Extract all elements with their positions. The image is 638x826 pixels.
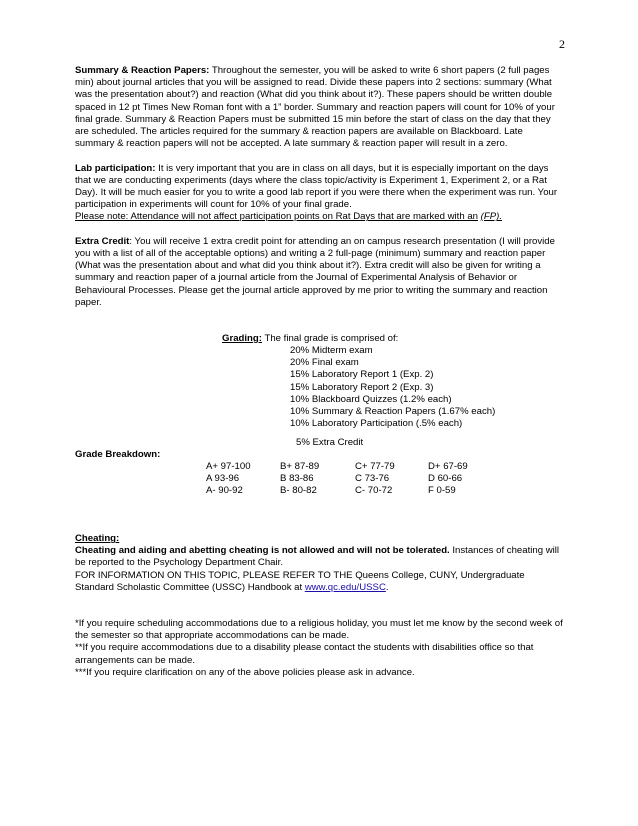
notes-section [75,618,563,679]
grading-item: 15% Laboratory Report 1 (Exp. 2) [290,369,434,381]
lab-note: Please note: Attendance will not affect participation points on Rat Days that are marked with an [75,211,478,223]
grade-cell: A- 90-92 [206,485,243,497]
cheating-text: Instances of cheating will be reported to the Psychology Department Chair. [75,545,560,569]
grading-item: 20% Final exam [290,357,359,369]
grade-cell: B+ 87-89 [280,461,320,473]
note-religious: *If you require scheduling accommodations due to a religious holiday, you must let me know by the second week of the semester so that appropriate accommodations can be made. [75,618,563,642]
summary-heading: Summary & Reaction Papers: [75,65,210,76]
extra-credit-paragraph [75,236,563,309]
grading-section [75,333,563,533]
summary-text: Throughout the semester, you will be asked to write 6 short papers (2 full pages min) about journal articles that you will be assigned to read. Divide these papers into 2 sections: summary (What was the presentation about?) and reaction (What did you think about it?). These papers should be written double spaced in 12 pt Times New Roman font with a 1” border. Summary and reaction papers will count for 10% of your final grade. Summary & Reaction Papers must be submitted 15 min before the start of class on the day that they are scheduled. The articles required for the summary & reaction papers are available on Blackboard. Late summary & reaction papers will not be accepted. A late summary & reaction paper will result in a zero. [75,65,555,150]
note-clarification: ***If you require clarification on any of the above policies please ask in advance. [75,666,415,678]
grade-cell: A+ 97-100 [206,461,251,473]
grading-header [222,333,398,345]
grading-list [290,345,495,430]
grading-item: 15% Laboratory Report 2 (Exp. 3) [290,381,434,393]
extra-credit-text: : You will receive 1 extra credit point for attending an on campus research presentation (I will provide you with a list of all of the acceptable options) and writing a 2 full-page (minimum) summary and reaction paper (What was the presentation about and what did you think about it?). Extra credit will also be given for writing a summary and reaction paper of a journal article from the Journal of Experimental Analysis of Behavior or Behavioural Processes. Please get the journal article approved by me prior to writing the summary and reaction paper. [75,235,555,308]
note-disability: **If you require accommodations due to a disability please contact the students with disabilities office so that arrangements can be made. [75,642,534,666]
grade-breakdown-row [206,485,506,497]
grade-cell: C- 70-72 [355,485,393,497]
cheating-paragraph [75,533,563,594]
grade-cell: D+ 67-69 [428,461,468,473]
lab-note-fp: (FP). [480,211,502,223]
summary-paragraph [75,65,563,150]
grading-intro: The final grade is comprised of: [261,333,399,345]
grade-breakdown-heading: Grade Breakdown: [75,449,161,461]
ussc-link[interactable]: www.qc.edu/USSC [304,581,386,593]
cheating-heading: Cheating: [75,533,120,545]
cheating-bold: Cheating and aiding and abetting cheating is not allowed and will not be tolerated. [75,545,450,557]
grading-item: 10% Laboratory Participation (.5% each) [290,418,463,430]
grading-item: 10% Summary & Reaction Papers (1.67% each) [290,405,496,417]
grade-cell: C+ 77-79 [355,461,395,473]
grade-cell: A 93-96 [206,473,240,485]
grading-item: 20% Midterm exam [290,345,373,357]
grading-extra-credit: 5% Extra Credit [296,437,364,449]
lab-heading: Lab participation: [75,162,156,174]
grading-heading: Grading: [222,333,262,345]
document-body [75,65,563,679]
grade-cell: B- 80-82 [280,485,317,497]
grade-cell: F 0-59 [428,485,456,497]
grading-item: 10% Blackboard Quizzes (1.2% each) [290,393,452,405]
extra-credit-heading: Extra Credit [75,235,130,247]
grade-breakdown-row [206,473,506,485]
grade-cell: B 83-86 [280,473,314,485]
grade-breakdown-row [206,461,506,473]
page-number: 2 [559,37,565,51]
grade-cell: D 60-66 [428,473,463,485]
lab-text: It is very important that you are in class on all days, but it is especially important on the days that we are conducting experiments (days where the class topic/activity is Experiment 1, Experiment 2, or a Rat Day). It will be much easier for you to write a good lab report if you were there when the experiment was run. Your participation in experiments will count for 10% of your final grade. [75,162,558,211]
cheating-info: FOR INFORMATION ON THIS TOPIC, PLEASE REFER TO THE Queens College, CUNY, Undergraduate Standard Scholastic Committee (USSC) Handbook at [75,569,525,593]
grade-breakdown-table [206,461,506,498]
grade-cell: C 73-76 [355,473,390,485]
cheating-period: . [385,581,389,593]
lab-paragraph [75,163,563,224]
